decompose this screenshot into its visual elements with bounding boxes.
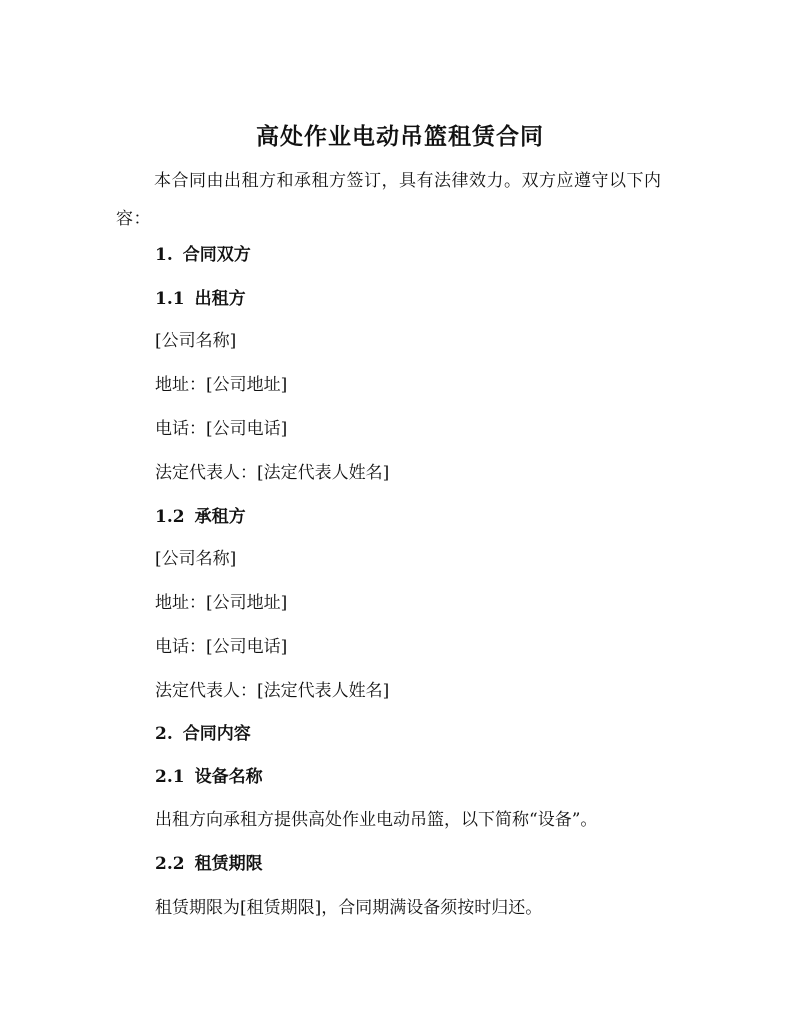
lessor-address: 地址：[公司地址]	[155, 375, 288, 395]
lessee-number: 1.2	[155, 507, 185, 527]
equipment-text: 出租方向承租方提供高处作业电动吊篮，以下简称“设备”。	[155, 810, 598, 830]
equipment-title: 设备名称	[194, 767, 263, 787]
lessor-title: 出租方	[194, 289, 246, 309]
term-number: 2.2	[155, 854, 185, 874]
term-text: 租赁期限为[租赁期限]，合同期满设备须按时归还。	[155, 898, 543, 918]
term-heading	[155, 850, 263, 878]
lessor-heading	[155, 285, 246, 313]
intro-paragraph: 本合同由出租方和承租方签订，具有法律效力。双方应遵守以下内容：	[116, 171, 662, 229]
section-2-number: 2.	[155, 724, 173, 744]
lessor-phone: 电话：[公司电话]	[155, 419, 288, 439]
lessee-company: [公司名称]	[155, 549, 237, 569]
lessee-title: 承租方	[194, 507, 246, 527]
document-title: 高处作业电动吊篮租赁合同	[256, 123, 544, 150]
lessor-number: 1.1	[155, 289, 185, 309]
section-1-number: 1.	[155, 245, 173, 265]
lessor-company: [公司名称]	[155, 331, 237, 351]
section-2-heading	[155, 720, 251, 748]
lessee-heading	[155, 503, 246, 531]
lessee-address: 地址：[公司地址]	[155, 593, 288, 613]
section-2-title: 合同内容	[182, 724, 251, 744]
lessee-phone: 电话：[公司电话]	[155, 637, 288, 657]
section-1-title: 合同双方	[182, 245, 251, 265]
term-title: 租赁期限	[194, 854, 263, 874]
lessor-representative: 法定代表人：[法定代表人姓名]	[155, 463, 390, 483]
lessee-representative: 法定代表人：[法定代表人姓名]	[155, 681, 390, 701]
section-1-heading	[155, 241, 251, 269]
equipment-number: 2.1	[155, 767, 185, 787]
equipment-heading	[155, 763, 263, 791]
